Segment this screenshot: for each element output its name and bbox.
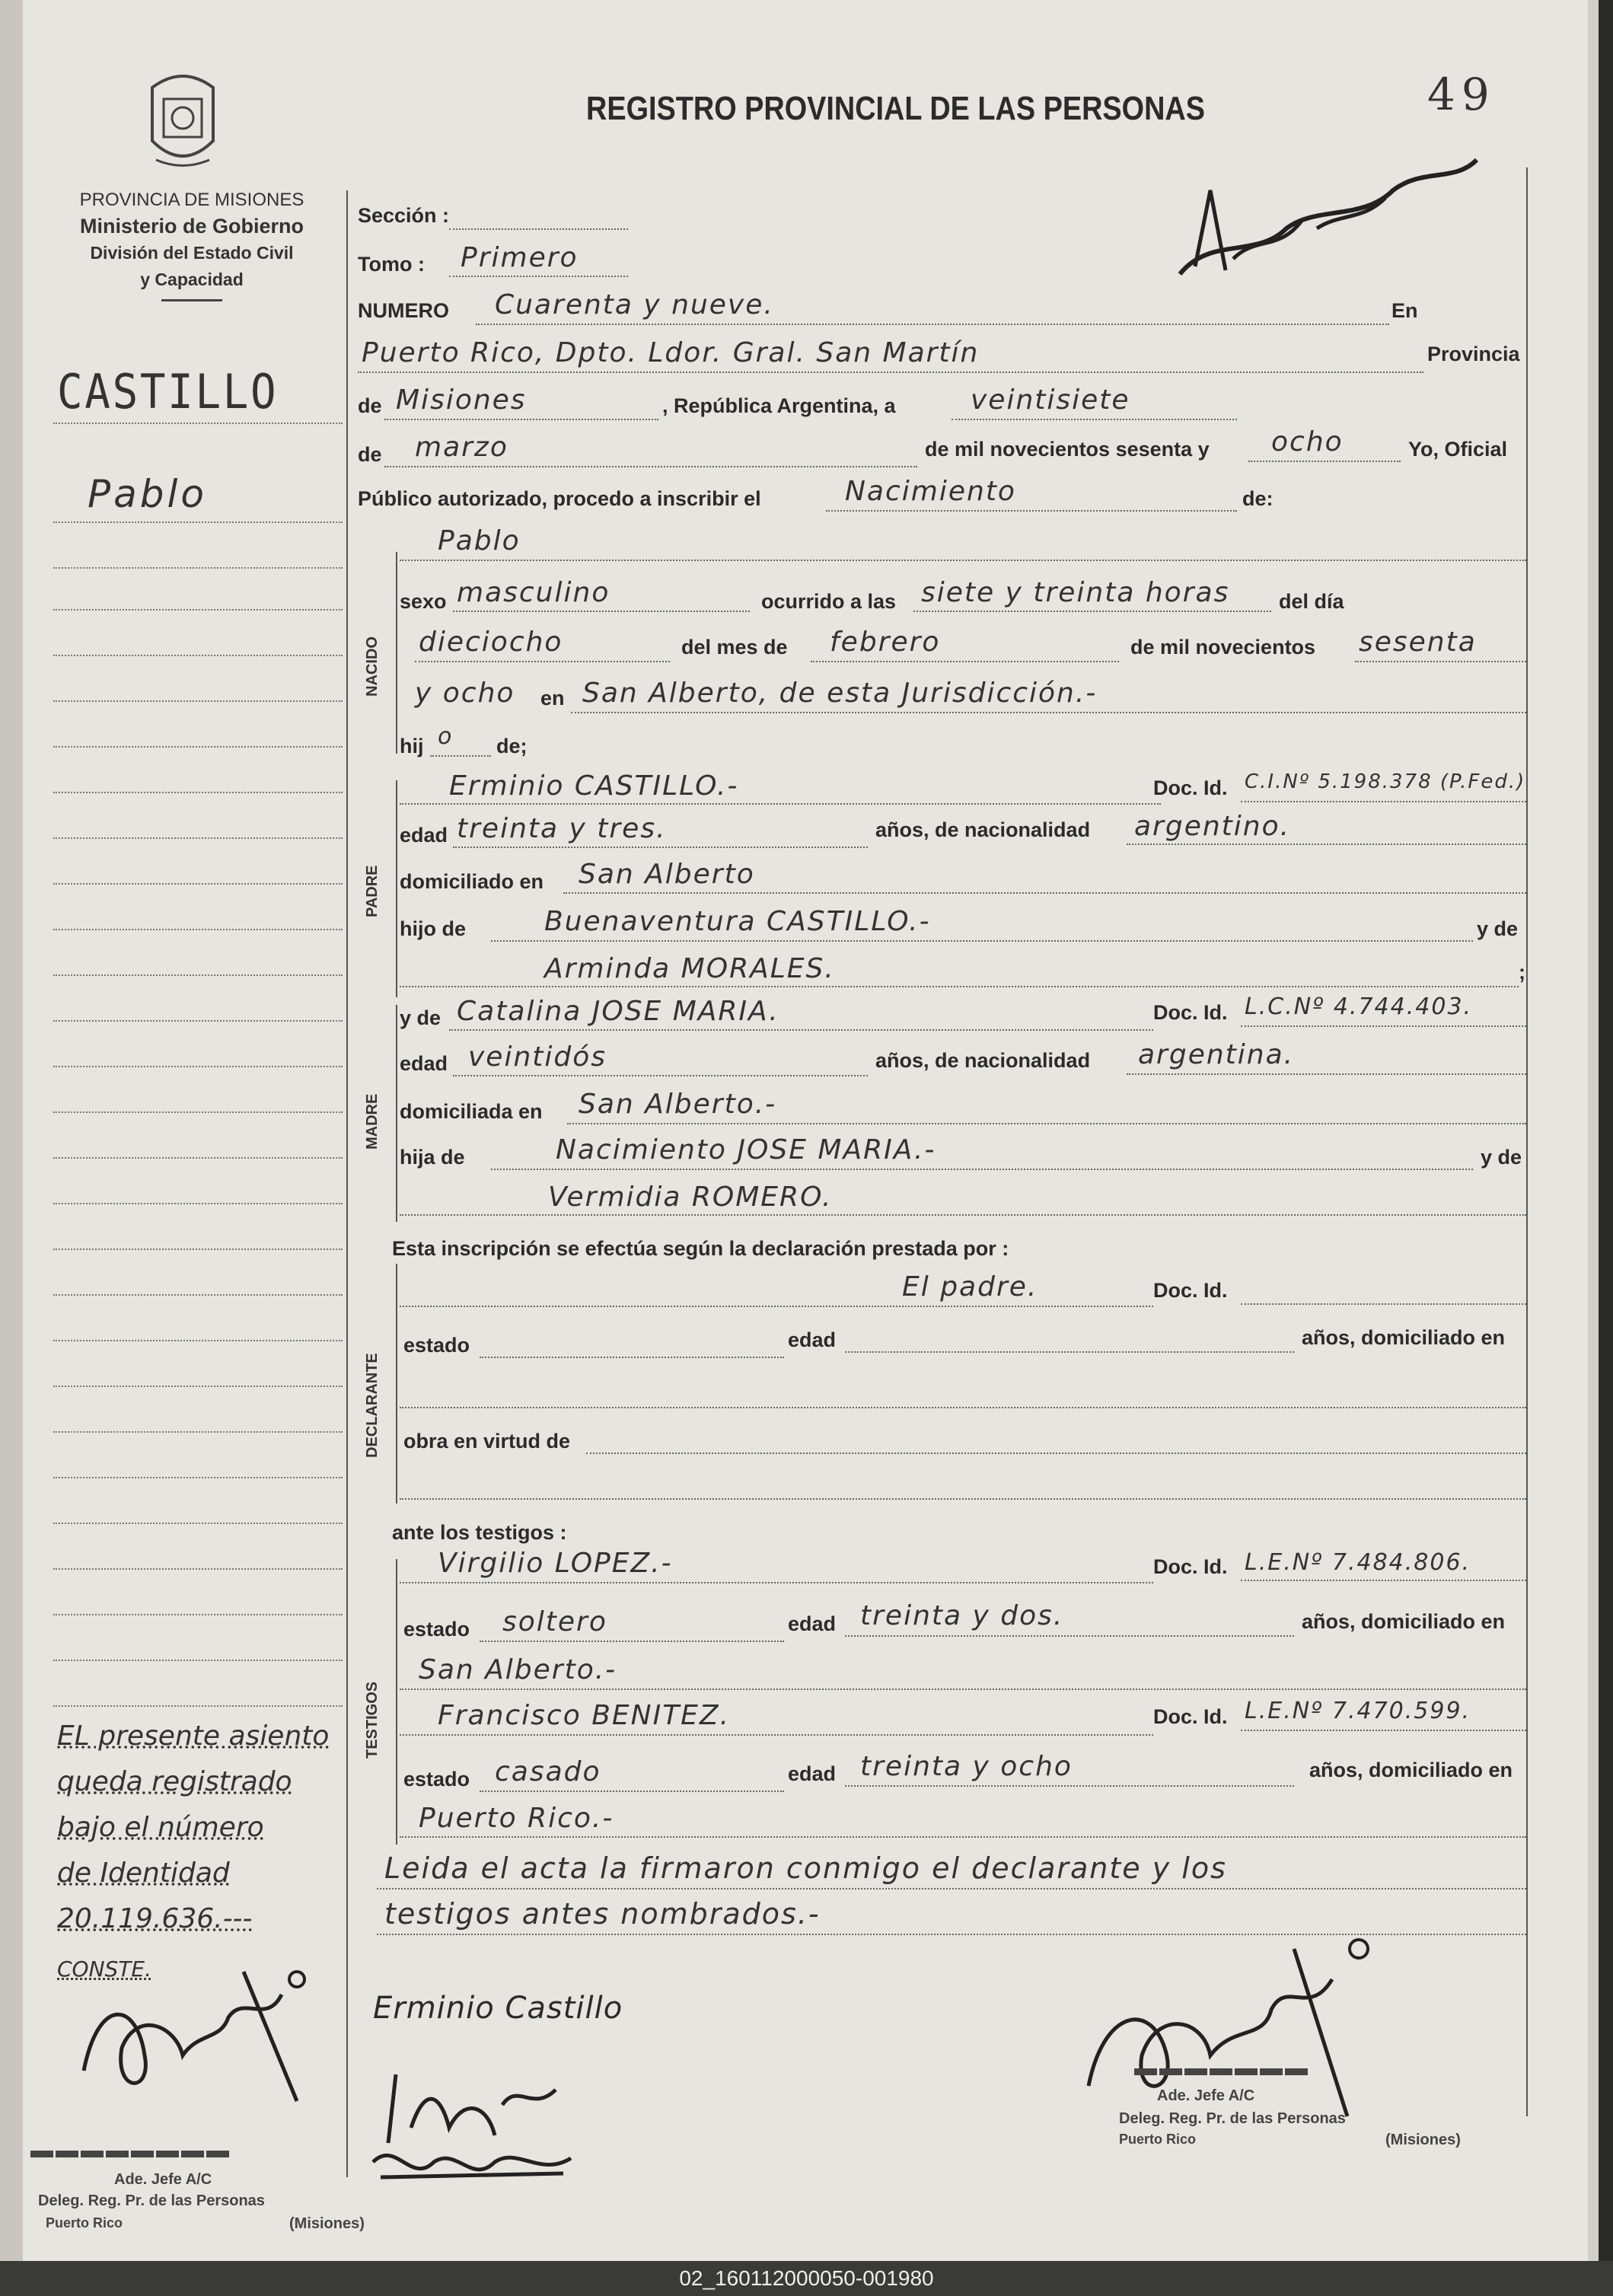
stamp-left-line2: Deleg. Reg. Pr. de las Personas [38,2192,265,2209]
value-anio-nac2: y ocho [415,678,515,709]
label-de4: de; [496,735,528,757]
footer-id: 02_160112000050-001980 [0,2261,1613,2296]
label-del-mes: del mes de [681,636,788,659]
value-testigo2-dom: Puerto Rico.- [419,1803,614,1834]
field-line [1248,461,1401,462]
label-doc-madre: Doc. Id. [1153,1001,1228,1024]
left-ruled-line [53,423,343,424]
label-hija-de: hija de [400,1146,465,1169]
field-line [449,1029,1153,1031]
field-line [449,228,628,230]
value-madre-padre: Nacimiento JOSE MARIA.- [556,1134,936,1166]
first-name: Pablo [88,472,208,516]
witness-signature-2-icon [365,2132,594,2200]
stamp-right-line1: Ade. Jefe A/C [1157,2087,1255,2104]
value-tomo: Primero [461,242,579,273]
label-ocurrido: ocurrido a las [761,590,897,613]
left-ruled-line [53,1294,343,1296]
left-note-line: CONSTE. [57,1956,152,1982]
value-dia: veintisiete [971,384,1130,416]
stamp-placeholder-right: ▬▬▬▬▬▬▬ [1134,2055,1310,2081]
value-madre-nac: argentina. [1138,1039,1295,1070]
left-ruled-line [53,974,343,976]
field-line [845,1635,1294,1637]
left-ruled-line [53,1157,343,1159]
left-ruled-line [53,609,343,611]
label-estado-declarante: estado [403,1334,470,1357]
label-edad-testigo1: edad [788,1612,837,1635]
field-line [400,1689,1526,1690]
stamp-right-line3: Puerto Rico [1119,2132,1197,2147]
left-note-line: bajo el número [57,1812,264,1843]
field-line [845,1351,1294,1353]
left-ruled-line [53,1020,343,1022]
field-line [1241,1580,1526,1581]
field-line [1241,1303,1526,1305]
section-label-testigos: TESTIGOS [364,1681,381,1759]
label-hijo-de: hijo de [400,917,466,940]
stamp-right-line2: Deleg. Reg. Pr. de las Personas [1119,2110,1346,2127]
left-ruled-line [53,1248,343,1250]
field-line [415,661,670,662]
section-label-madre: MADRE [364,1093,381,1150]
left-note-line: queda registrado [57,1766,292,1797]
left-ruled-line [53,883,343,885]
value-padre-dom: San Alberto [579,859,755,890]
incapacitado-stamp-icon [1165,145,1492,289]
value-padre-nombre: Erminio CASTILLO.- [449,770,739,802]
value-anio: ocho [1271,426,1344,458]
left-ruled-line [53,1660,343,1661]
field-line [1355,661,1526,662]
left-note-line: de Identidad [57,1858,230,1889]
section-label-declarante: DECLARANTE [364,1353,381,1458]
label-doc-testigo1: Doc. Id. [1153,1555,1228,1578]
division-name: División del Estado Civil [90,243,294,263]
left-ruled-line [53,521,343,523]
section-label-nacido: NACIDO [364,636,381,697]
label-dom-testigo2: años, domiciliado en [1309,1759,1513,1781]
field-line [491,940,1473,942]
value-numero: Cuarenta y nueve. [495,289,774,320]
field-line [358,372,1423,373]
label-testigos: ante los testigos : [392,1521,567,1544]
stamp-right-line4: (Misiones) [1385,2132,1461,2148]
field-line [430,755,491,757]
label-doc-declarante: Doc. Id. [1153,1279,1228,1302]
field-line [1241,1730,1526,1731]
page-edge [1588,0,1599,2261]
label-doc-testigo2: Doc. Id. [1153,1705,1228,1728]
field-line [400,803,1161,805]
header-rule [161,299,222,301]
stamp-left-line4: (Misiones) [289,2215,365,2232]
left-ruled-line [53,1340,343,1341]
left-ruled-line [53,1705,343,1707]
label-hijo: hij [400,735,424,757]
label-mil: de mil novecientos sesenta y [925,438,1210,461]
left-note-line: 20.119.636.--- [57,1903,253,1934]
value-padre-doc: C.I.Nº 5.198.378 (P.Fed.) [1245,770,1526,793]
field-line [586,1453,1526,1454]
field-line [400,1498,1526,1500]
field-line [400,560,1526,561]
field-line [377,1888,1526,1889]
left-ruled-line [53,1614,343,1615]
label-dom-padre: domiciliado en [400,870,544,893]
field-line [400,1734,1153,1736]
field-line [571,712,1526,713]
label-y-de3: y de [1481,1146,1522,1169]
label-declaracion: Esta inscripción se efectúa según la declaración prestada por : [392,1237,1009,1260]
value-padre-padre: Buenaventura CASTILLO.- [544,906,931,937]
left-ruled-line [53,1477,343,1478]
label-de2: de [358,443,382,466]
label-edad-madre: edad [400,1052,448,1075]
field-line [845,1785,1294,1787]
left-ruled-line [53,837,343,839]
label-en: En [1391,299,1418,322]
field-line [400,1306,1153,1307]
value-acto: Nacimiento [845,476,1016,507]
signature-declarante: Erminio Castillo [373,1991,623,2026]
value-testigo1-estado: soltero [502,1606,607,1637]
section-label-padre: PADRE [364,865,381,917]
field-line [453,847,868,848]
label-dom-declarante: años, domiciliado en [1302,1326,1506,1349]
stamp-left-line3: Puerto Rico [46,2215,123,2231]
left-note-line: EL presente asiento [57,1720,330,1752]
value-testigo2-estado: casado [495,1756,601,1787]
label-y-de: y de [1477,917,1519,940]
left-ruled-line [53,1431,343,1433]
province-seal-icon [137,65,228,179]
value-padre-nac: argentino. [1134,811,1291,842]
left-ruled-line [53,1203,343,1204]
value-mes-nac: febrero [830,627,941,658]
value-sexo: masculino [457,577,610,608]
left-ruled-line [53,1523,343,1524]
label-en2: en [540,687,565,710]
label-doc-padre: Doc. Id. [1153,776,1228,799]
label-de3: de: [1242,487,1274,510]
ministry-name: Ministerio de Gobierno [79,215,304,238]
field-line [952,419,1237,420]
value-lugar: Puerto Rico, Dpto. Ldor. Gral. San Martín [362,337,980,368]
field-line [913,611,1271,612]
value-testigo2: Francisco BENITEZ. [438,1700,731,1731]
value-testigo2-edad: treinta y ocho [860,1751,1073,1782]
field-line [400,1214,1526,1216]
binding-strip [0,0,23,2261]
official-signature-left-icon [69,1949,327,2116]
value-padre-edad: treinta y tres. [457,813,667,844]
label-tomo: Tomo : [358,253,425,276]
value-nombre: Pablo [438,525,521,556]
label-edad-padre: edad [400,824,448,847]
surname: CASTILLO [57,364,279,419]
field-line [400,986,1519,987]
value-lugar-nac: San Alberto, de esta Jurisdicción.- [582,678,1098,709]
left-ruled-line [53,655,343,656]
field-line [1127,1073,1526,1075]
value-madre-dom: San Alberto.- [579,1089,777,1120]
page-number: 49 [1427,69,1496,120]
field-line [400,1836,1526,1838]
value-madre-madre: Vermidia ROMERO. [548,1181,833,1213]
field-line [563,892,1526,894]
field-line [491,1169,1473,1170]
label-seccion: Sección : [358,204,450,227]
left-ruled-line [53,1568,343,1570]
left-ruled-line [53,792,343,793]
field-line [1127,843,1526,845]
right-margin-rule [1526,167,1528,2116]
stamp-placeholder-left: ▬▬▬▬▬▬▬▬ [30,2138,231,2163]
label-y-de2: y de [400,1006,442,1029]
field-line [567,1123,1526,1124]
left-ruled-line [53,929,343,930]
stamp-left-line1: Ade. Jefe A/C [114,2171,212,2188]
field-line [453,1075,868,1076]
section-bracket-nacido [396,552,397,754]
value-provincia: Misiones [396,384,527,416]
left-ruled-line [53,1386,343,1387]
left-ruled-line [53,746,343,748]
label-dom-madre: domiciliada en [400,1100,543,1123]
value-hora: siete y treinta horas [921,577,1230,608]
division-name-2: y Capacidad [140,269,244,289]
value-testigo2-doc: L.E.Nº 7.470.599. [1245,1698,1471,1724]
label-dom-testigo1: años, domiciliado en [1302,1610,1506,1633]
label-mil2: de mil novecientos [1130,636,1316,659]
label-edad-declarante: edad [788,1328,837,1351]
field-line [480,1791,784,1792]
left-ruled-line [53,1066,343,1067]
field-line [384,466,917,467]
left-margin-rule [346,190,348,2177]
field-line [476,324,1389,325]
field-line [449,276,628,277]
value-testigo1-edad: treinta y dos. [860,1600,1064,1631]
value-madre-edad: veintidós [468,1041,607,1073]
value-madre-nombre: Catalina JOSE MARIA. [457,996,779,1027]
label-yo: Yo, Oficial [1408,438,1508,461]
label-publico: Público autorizado, procedo a inscribir el [358,487,761,510]
value-mes: marzo [415,432,508,463]
label-obra: obra en virtud de [403,1430,571,1453]
field-line [826,510,1237,512]
value-dia-nac: dieciocho [419,627,563,658]
label-sexo: sexo [400,590,447,613]
label-nac-padre: años, de nacionalidad [875,818,1091,841]
section-bracket-declarante [396,1264,397,1504]
value-madre-doc: L.C.Nº 4.744.403. [1245,993,1473,1020]
document-title: REGISTRO PROVINCIAL DE LAS PERSONAS [586,90,1205,127]
value-anio-nac1: sesenta [1359,627,1477,658]
field-line [384,419,658,420]
label-estado-testigo1: estado [403,1618,470,1641]
section-bracket-padre [396,780,397,997]
field-line [400,1407,1526,1408]
section-bracket-testigos [396,1559,397,1845]
field-line [453,611,750,612]
value-declarante: El padre. [902,1271,1038,1303]
value-testigo1: Virgilio LOPEZ.- [438,1548,673,1579]
value-testigo1-dom: San Alberto.- [419,1654,617,1685]
field-line [811,661,1119,662]
field-line [400,1582,1153,1583]
value-testigo1-doc: L.E.Nº 7.484.806. [1245,1549,1471,1576]
label-del-dia: del día [1279,590,1344,613]
closing-line-1: Leida el acta la firmaron conmigo el declarante y los [384,1851,1227,1885]
value-padre-madre: Arminda MORALES. [544,953,835,984]
field-line [480,1357,784,1358]
label-republica: , República Argentina, a [662,394,896,417]
label-nac-madre: años, de nacionalidad [875,1049,1091,1072]
left-ruled-line [53,700,343,702]
label-numero: NUMERO [358,299,449,322]
label-semicolon: ; [1519,961,1525,984]
label-provincia: Provincia [1427,343,1520,365]
section-bracket-madre [396,1005,397,1222]
closing-line-2: testigos antes nombrados.- [384,1897,821,1931]
province-name: PROVINCIA DE MISIONES [79,190,304,210]
left-ruled-line [53,1111,343,1113]
field-line [480,1641,784,1642]
value-hijo-suffix: o [438,723,454,750]
field-line [1241,801,1526,802]
label-estado-testigo2: estado [403,1768,470,1791]
field-line [1241,1025,1526,1027]
label-edad-testigo2: edad [788,1762,837,1785]
label-de: de [358,394,382,417]
left-ruled-line [53,567,343,569]
issuing-office [40,187,344,301]
